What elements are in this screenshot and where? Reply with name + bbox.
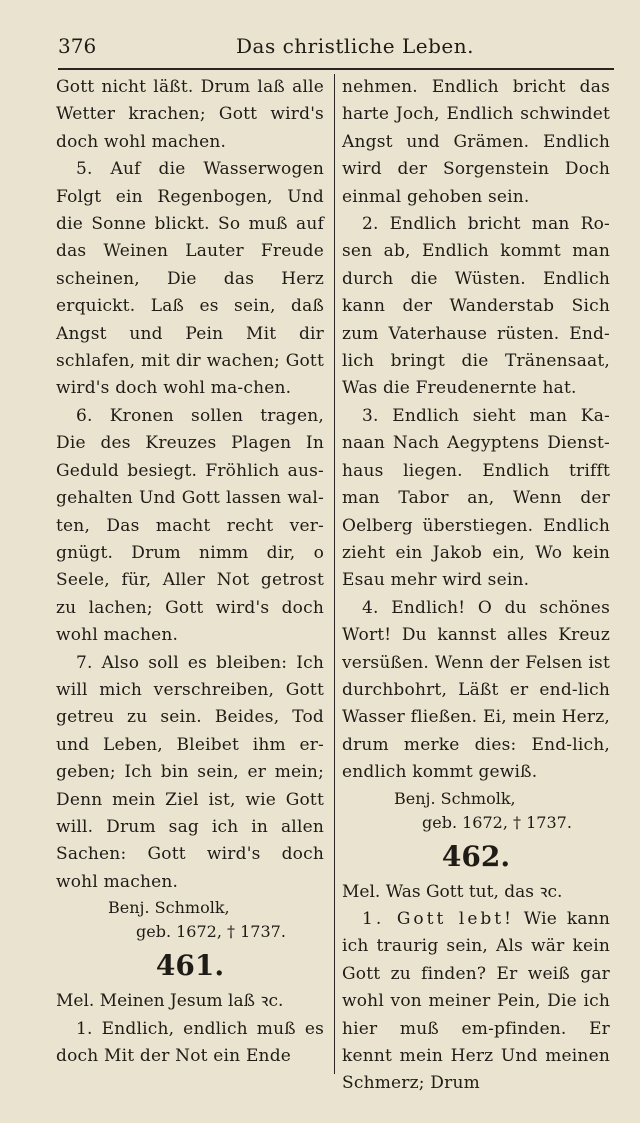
- verse-5: 5. Auf die Wasserwogen Folgt ein Regenbogen, Und die Sonne blickt. So muß auf das Weinen Lauter Freude scheinen, Die das Herz erquickt. Laß es sein, daß Angst und Pein Mit dir schlafen, mit dir wachen; Gott wird's doch wohl ma-chen.: [56, 159, 324, 399]
- verse-text: Wie kann ich traurig sein, Als wär kein Gott zu finden? Er weiß gar wohl von meiner Pein, Die ich hier muß em-pfinden. Er kennt mein Herz Und meinen Schmerz; Drum: [342, 908, 610, 1094]
- hymn-author: Benj. Schmolk,: [394, 788, 516, 808]
- page-header: [58, 28, 614, 62]
- verse-4: 4. Endlich! O du schönes Wort! Du kannst alles Kreuz versüßen. Wenn der Felsen ist durchbohrt, Läßt er end-lich Wasser fließen. Ei, mein Herz, drum merke dies: End-lich, endlich kommt gewiß.: [342, 597, 610, 783]
- running-title: Das christliche Leben.: [236, 34, 474, 58]
- verse-2: 2. Endlich bricht man Ro-sen ab, Endlich kommt man durch die Wüsten. Endlich kann der Wanderstab Sich zum Vaterhause rüsten. End-lich bringt die Tränensaat, Was die Freudenernte hat.: [342, 214, 610, 399]
- left-column: [56, 74, 324, 1070]
- author-dates: geb. 1672, † 1737.: [422, 812, 572, 832]
- right-column: [342, 74, 610, 1098]
- verse-7: 7. Also soll es bleiben: Ich will mich verschreiben, Gott getreu zu sein. Beides, Tod und Leben, Bleibet ihm er-geben; Ich bin sein, er mein; Denn mein Ziel ist, wie Gott will. Drum sag ich in allen Sachen: Gott wird's doch wohl machen.: [56, 652, 324, 892]
- column-divider: [334, 74, 335, 1074]
- header-rule: [58, 68, 614, 70]
- verse-3: 3. Endlich sieht man Ka-naan Nach Aegyptens Dienst-haus liegen. Endlich trifft man Tabor an, Wenn der Oelberg überstiegen. Endlich zieht ein Jakob ein, Wo kein Esau mehr wird sein.: [342, 405, 610, 591]
- verse-lead: 1. Gott lebt!: [362, 908, 514, 929]
- verse-continuation: nehmen. Endlich bricht das harte Joch, Endlich schwindet Angst und Grämen. Endlich wird der Sorgenstein Doch einmal gehoben sein.: [342, 77, 610, 207]
- verse-1: [342, 906, 610, 1098]
- melody-line: Mel. Meinen Jesum laß ꝛc.: [56, 991, 284, 1012]
- author-dates: geb. 1672, † 1737.: [136, 922, 286, 942]
- hymn-author: Benj. Schmolk,: [108, 898, 230, 918]
- verse-1: 1. Endlich, endlich muß es doch Mit der Not ein Ende: [56, 1018, 324, 1066]
- hymn-number: 461.: [155, 949, 225, 983]
- page-number: 376: [58, 34, 97, 58]
- verse-6: 6. Kronen sollen tragen, Die des Kreuzes Plagen In Geduld besiegt. Fröhlich aus-gehalten Und Gott lassen wal-ten, Das macht recht ver-gnügt. Drum nimm dir, o Seele, für, Aller Not getrost zu lachen; Gott wird's doch wohl machen.: [56, 405, 324, 646]
- melody-line: Mel. Was Gott tut, das ꝛc.: [342, 881, 563, 902]
- verse-continuation: Gott nicht läßt. Drum laß alle Wetter krachen; Gott wird's doch wohl machen.: [56, 77, 324, 152]
- hymn-number: 462.: [441, 839, 511, 873]
